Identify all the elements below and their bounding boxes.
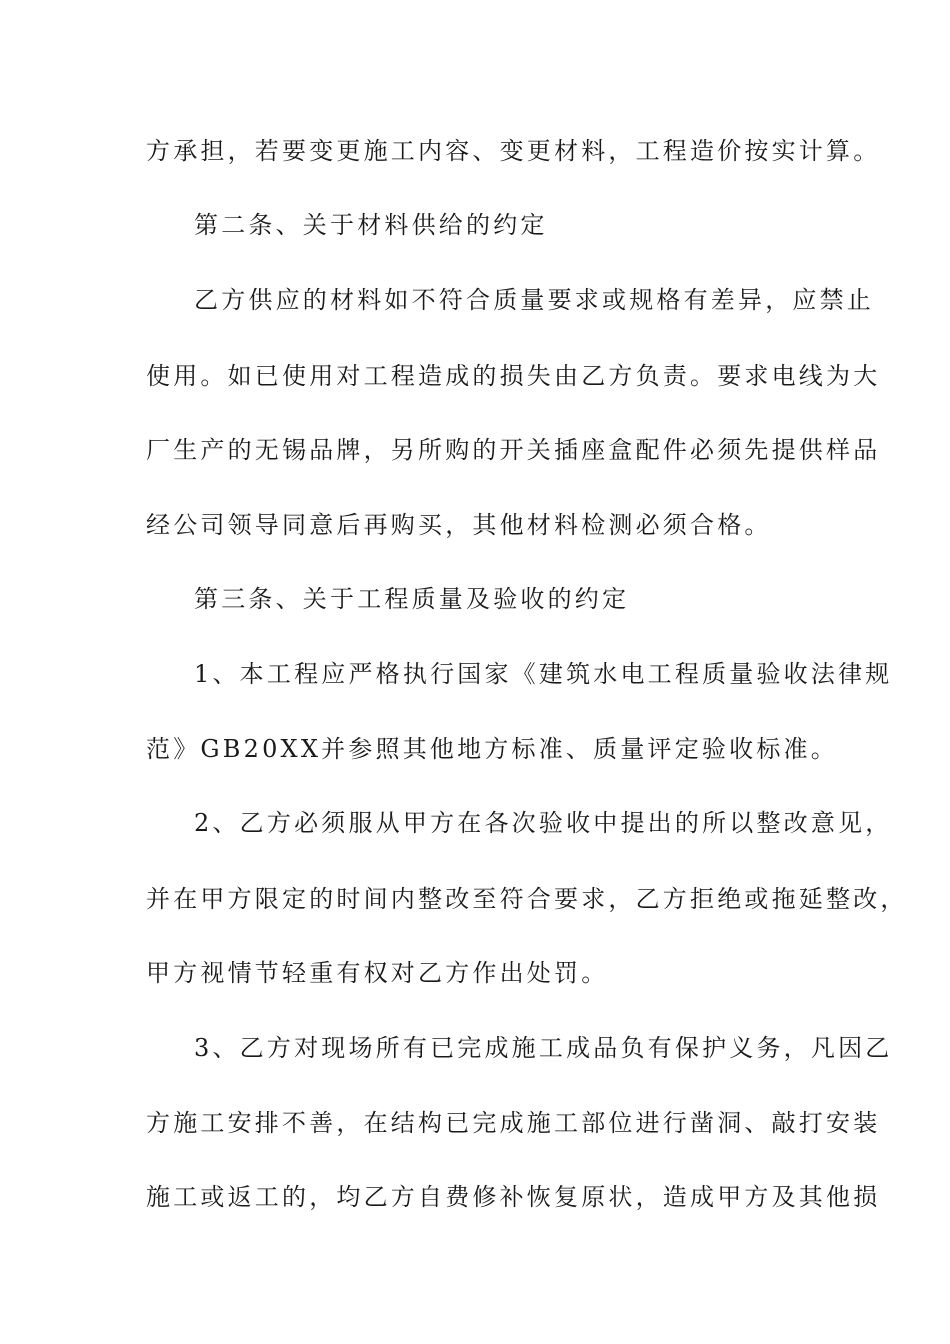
paragraph-line: 并在甲方限定的时间内整改至符合要求，乙方拒绝或拖延整改，: [146, 885, 908, 913]
paragraph-line: 施工或返工的，均乙方自费修补恢复原状，造成甲方及其他损: [146, 1183, 881, 1211]
paragraph-line: 3、乙方对现场所有已完成施工成品负有保护义务，凡因乙: [194, 1034, 893, 1062]
section-heading: 第三条、关于工程质量及验收的约定: [194, 585, 630, 613]
paragraph-line: 方承担，若要变更施工内容、变更材料，工程造价按实计算。: [146, 137, 881, 165]
paragraph-line: 1、本工程应严格执行国家《建筑水电工程质量验收法律规: [194, 660, 893, 688]
paragraph-line: 乙方供应的材料如不符合质量要求或规格有差异，应禁止: [194, 286, 874, 314]
paragraph-line: 使用。如已使用对工程造成的损失由乙方负责。要求电线为大: [146, 362, 881, 390]
paragraph-line: 经公司领导同意后再购买，其他材料检测必须合格。: [146, 511, 772, 539]
paragraph-line: 范》GB20XX并参照其他地方标准、质量评定验收标准。: [146, 735, 838, 763]
section-heading: 第二条、关于材料供给的约定: [194, 211, 548, 239]
paragraph-line: 2、乙方必须服从甲方在各次验收中提出的所以整改意见，: [194, 809, 893, 837]
paragraph-line: 厂生产的无锡品牌，另所购的开关插座盒配件必须先提供样品: [146, 436, 881, 464]
paragraph-line: 甲方视情节轻重有权对乙方作出处罚。: [146, 959, 609, 987]
paragraph-line: 方施工安排不善，在结构已完成施工部位进行凿洞、敲打安装: [146, 1109, 881, 1137]
